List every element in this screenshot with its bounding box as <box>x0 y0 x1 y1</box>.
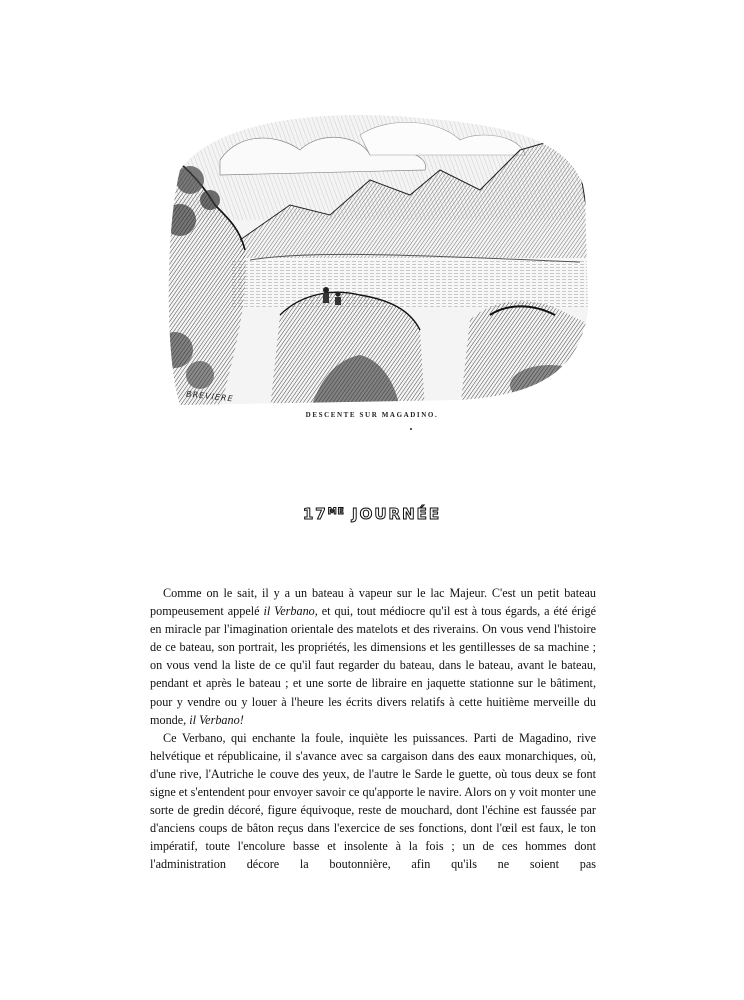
engraving-illustration <box>160 110 590 410</box>
boat-name-italic: il Verbano <box>263 604 315 619</box>
illustration-caption: DESCENTE SUR MAGADINO. <box>305 411 439 419</box>
paragraph-2: Ce Verbano, qui enchante la foule, inquiète les puissances. Parti de Magadino, rive helvétique et républicaine, il s'avance avec sa cargaison dans des eaux monarchiques, où, d'une rive, l'Autriche le couve des yeux, de l'autre le Sarde le guette, où tous deux se font signe et s'entendent pour envoyer savoir ce qu'apporte le navire. Alors on y voit monter une sorte de gredin décoré, figure équivoque, reste de mouchard, dont l'échine est faussée par d'anciens coups de bâton reçus dans l'exercice de ses fonctions, dont l'œil est faux, le ton impératif, toute l'encolure basse et insolente à la fois ; un de ces hommes dont l'administration décore la boutonnière, afin qu'ils ne soient pas <box>150 730 596 872</box>
body-text <box>150 584 596 874</box>
chapter-ordinal-suffix: ME <box>327 507 345 517</box>
paragraph-1-text-a: Comme on le sait, il y a un bateau à vapeur sur le lac Majeur. C'est un petit bateau pompeusement appelé <box>150 586 596 619</box>
boat-name-exclaim-italic: il Verbano! <box>189 712 244 727</box>
caption-dot <box>410 428 412 430</box>
chapter-number: 17 <box>302 505 328 523</box>
lake-landscape-engraving <box>160 110 590 410</box>
engraver-signature: BREVIERE <box>185 389 234 404</box>
chapter-heading <box>0 505 744 523</box>
paragraph-1-text-b: , et qui, tout médiocre qu'il est à tous égards, a été érigé en miracle par l'imagination orientale des matelots et des riverains. On vous vend l'histoire de ce bateau, son portrait, les propriétés, les dimensions et les gentillesses de sa machine ; on vous vend la liste de ce qu'il faut regarder du bateau, dans le bateau, avant le bateau, pendant et après le bateau ; et une sorte de libraire en jaquette stationne sur le bâtiment, pour y vendre ou y louer à l'heure les écrits divers relatifs à cette huitième merveille du monde, <box>150 604 596 727</box>
paragraph-1 <box>150 584 596 729</box>
chapter-title: JOURNÉE <box>352 505 442 523</box>
